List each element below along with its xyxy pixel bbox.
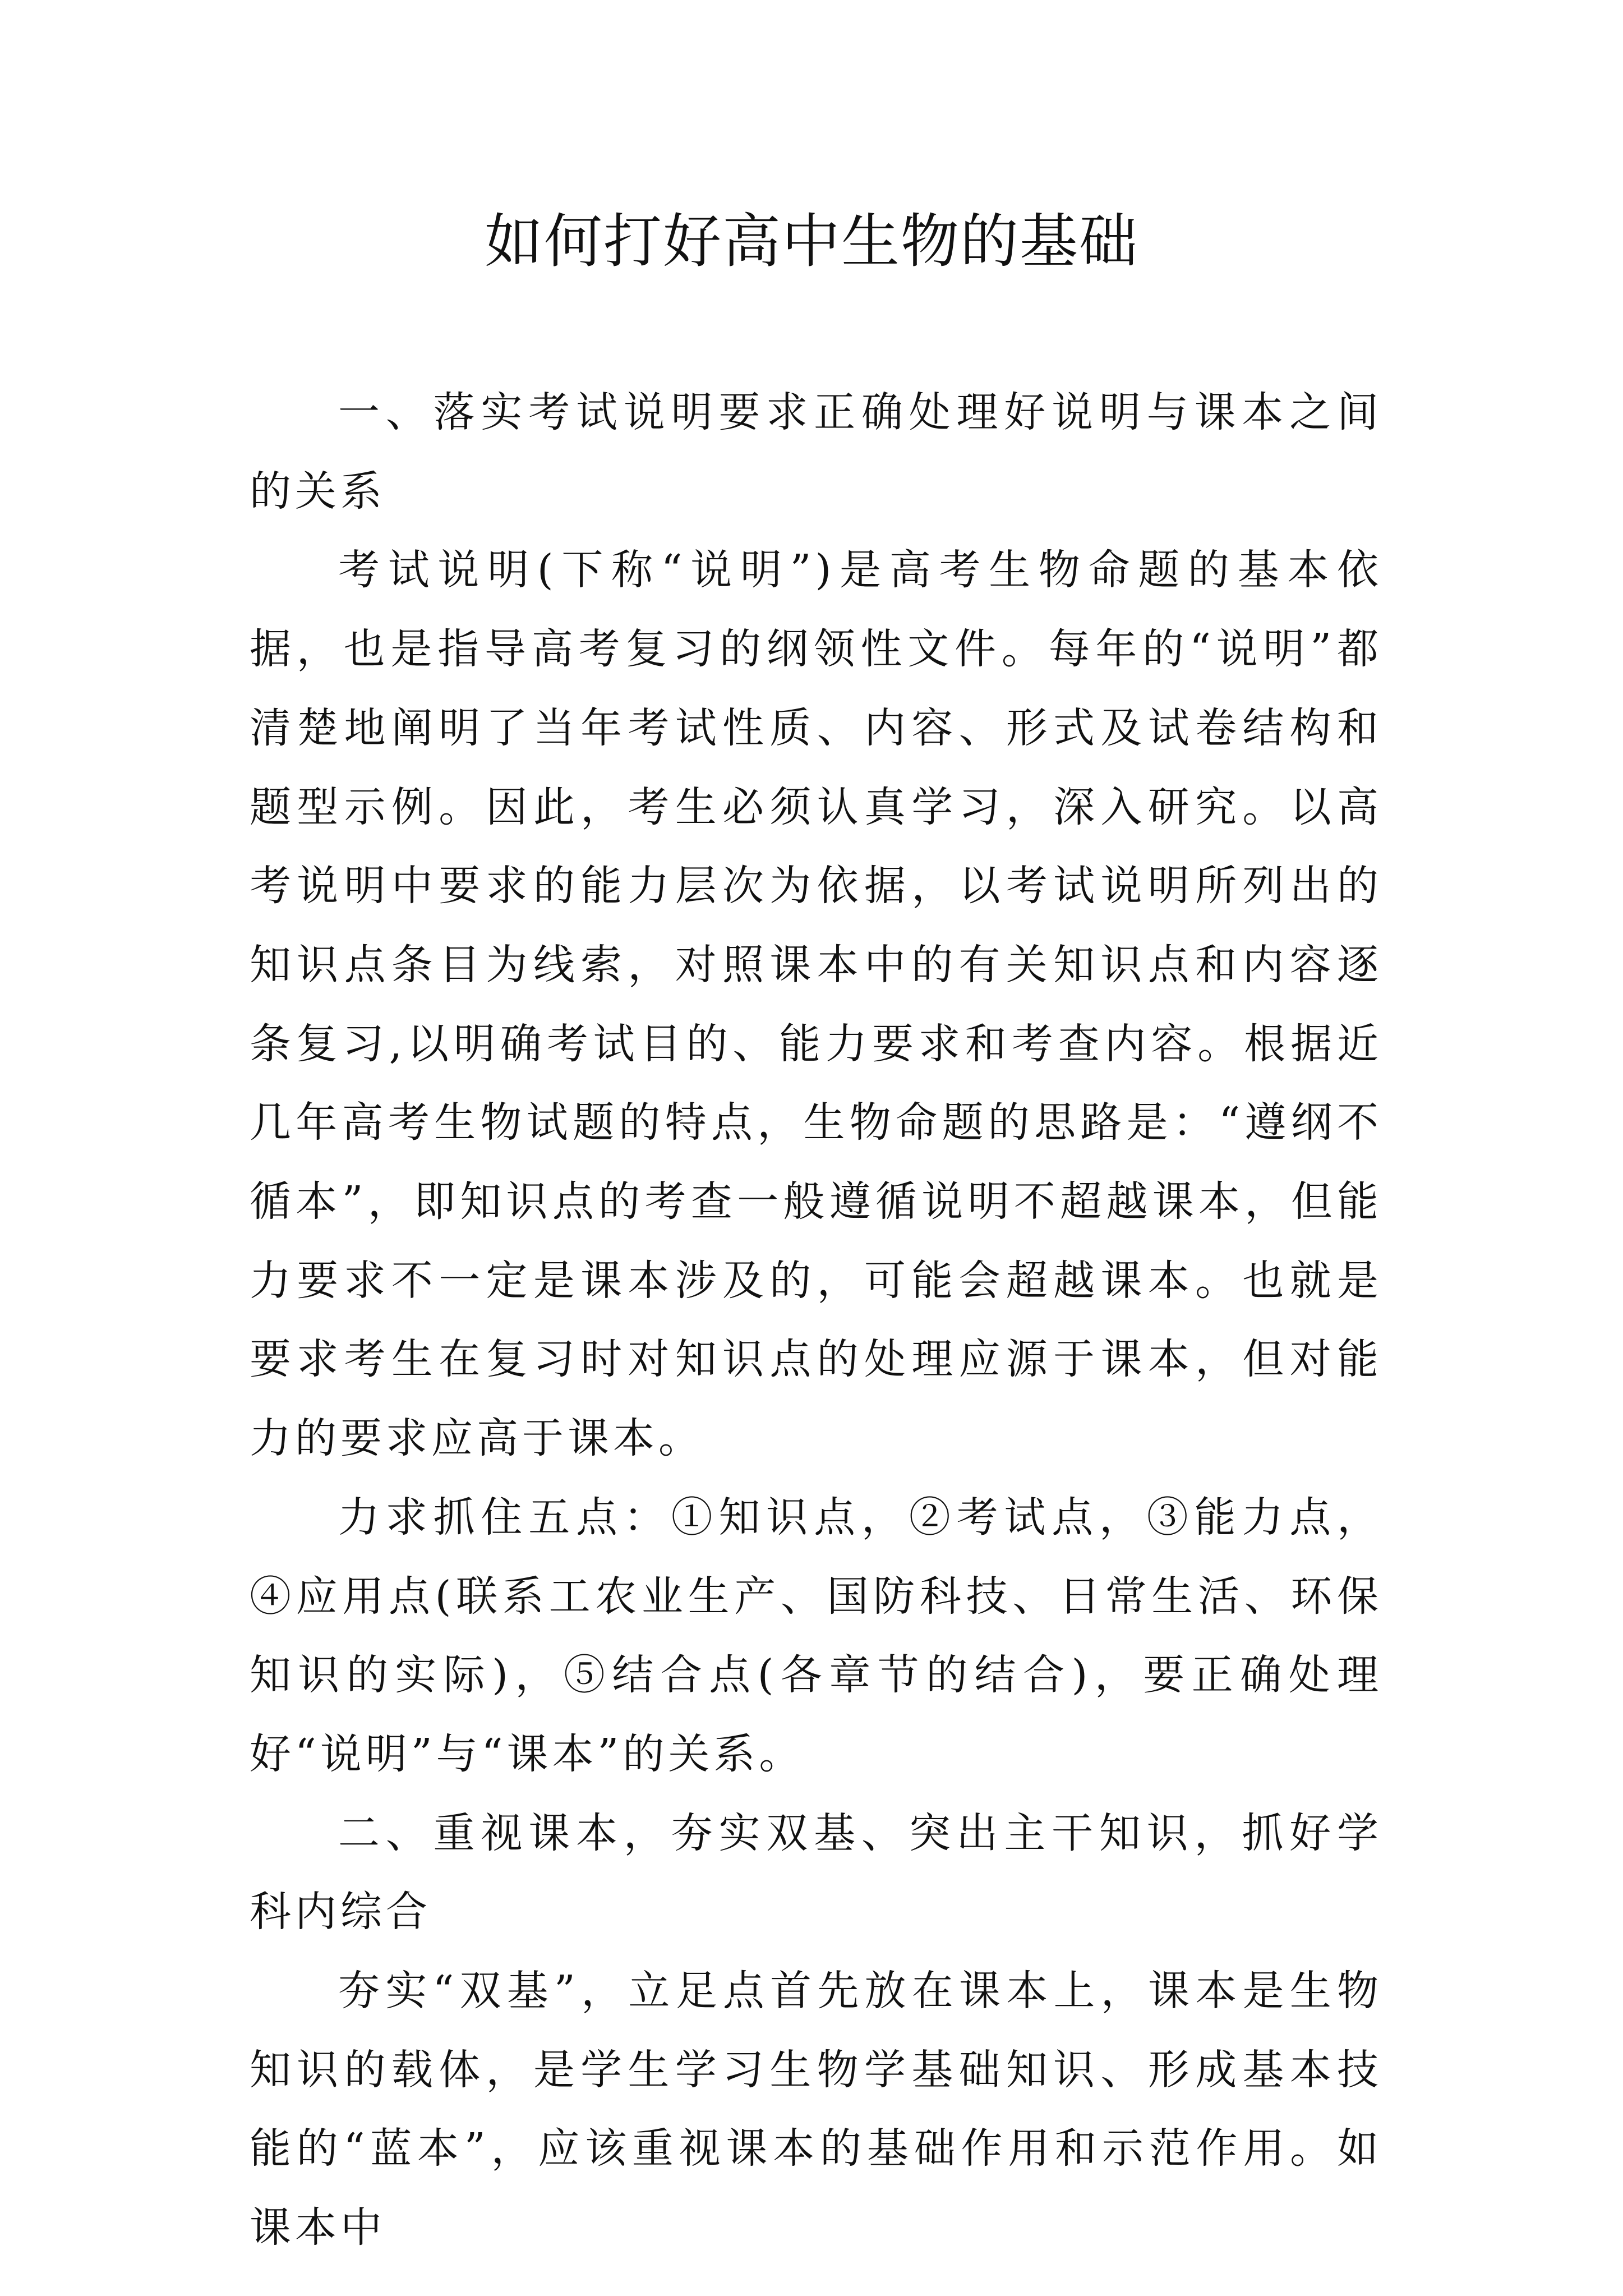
paragraph-exam-guide: 考试说明(下称“说明”)是高考生物命题的基本依据，也是指导高考复习的纲领性文件。每年的“说明”都清楚地阐明了当年考试性质、内容、形式及试卷结构和题型示例。因此，考生必须认真学习，深入研究。以高考说明中要求的能力层次为依据，以考试说明所列出的知识点条目为线索，对照课本中的有关知识点和内容逐条复习,以明确考试目的、能力要求和考查内容。根据近几年高考生物试题的特点，生物命题的思路是：“遵纲不循本”，即知识点的考查一般遵循说明不超越课本，但能力要求不一定是课本涉及的，可能会超越课本。也就是要求考生在复习时对知识点的处理应源于课本，但对能力的要求应高于课本。 (250, 546, 1382, 1463)
paragraph-textbook-basics: 夯实“双基”，立足点首先放在课本上，课本是生物知识的载体，是学生学习生物学基础知识、形成基本技能的“蓝本”，应该重视课本的基础作用和示范作用。如课本中 (250, 1967, 1382, 2252)
section-heading-1: 一、落实考试说明要求正确处理好说明与课本之间的关系 (250, 388, 1382, 516)
paragraph-five-points: 力求抓住五点：①知识点，②考试点，③能力点，④应用点(联系工农业生产、国防科技、日常生活、环保知识的实际)，⑤结合点(各章节的结合)，要正确处理好“说明”与“课本”的关系。 (250, 1493, 1382, 1778)
document-body (250, 373, 1382, 2267)
section-heading-2: 二、重视课本，夯实双基、突出主干知识，抓好学科内综合 (250, 1809, 1382, 1936)
document-title: 如何打好高中生物的基础 (484, 207, 1138, 275)
